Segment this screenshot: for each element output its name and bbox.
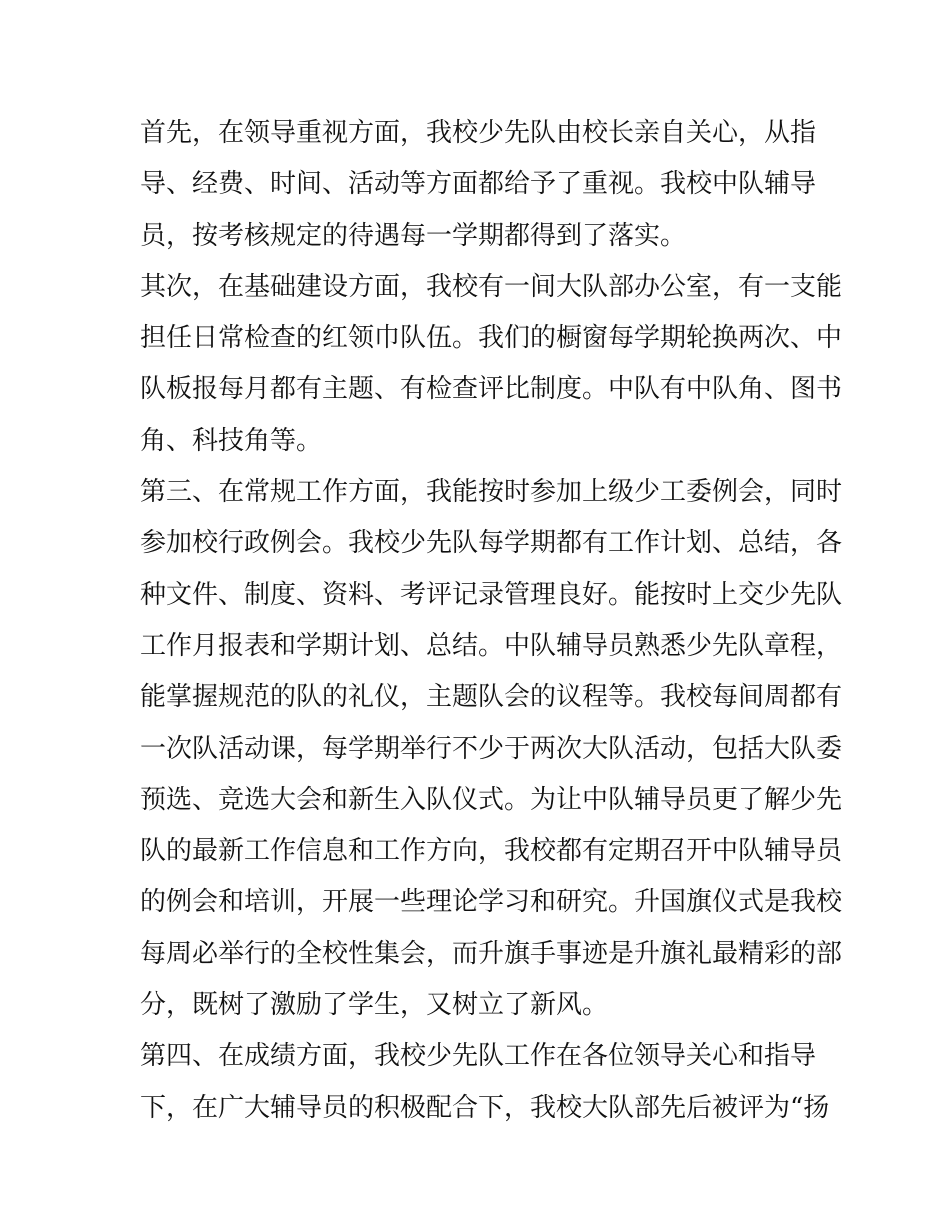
text-line: 队的最新工作信息和工作方向，我校都有定期召开中队辅导员	[140, 836, 843, 867]
text-line: 角、科技角等。	[140, 425, 323, 456]
text-line: 第四、在成绩方面，我校少先队工作在各位领导关心和指导	[140, 1041, 817, 1072]
text-line: 预选、竞选大会和新生入队仪式。为让中队辅导员更了解少先	[140, 784, 843, 815]
text-line: 队板报每月都有主题、有检查评比制度。中队有中队角、图书	[140, 374, 843, 405]
text-line: 每周必举行的全校性集会，而升旗手事迹是升旗礼最精彩的部	[140, 938, 843, 969]
text-line: 其次，在基础建设方面，我校有一间大队部办公室，有一支能	[140, 271, 843, 302]
document-body	[140, 108, 843, 1134]
text-line: 下，在广大辅导员的积极配合下，我校大队部先后被评为“扬	[140, 1092, 830, 1123]
text-line: 首先，在领导重视方面，我校少先队由校长亲自关心，从指	[140, 118, 817, 148]
text-line: 分，既树了激励了学生，又树立了新风。	[140, 990, 609, 1021]
text-line: 种文件、制度、资料、考评记录管理良好。能按时上交少先队	[140, 579, 843, 610]
text-line: 参加校行政例会。我校少先队每学期都有工作计划、总结，各	[140, 528, 843, 559]
text-line: 担任日常检查的红领巾队伍。我们的橱窗每学期轮换两次、中	[140, 323, 843, 354]
text-line: 能掌握规范的队的礼仪，主题队会的议程等。我校每间周都有	[140, 682, 843, 713]
text-line: 导、经费、时间、活动等方面都给予了重视。我校中队辅导	[140, 169, 817, 200]
text-line: 一次队活动课，每学期举行不少于两次大队活动，包括大队委	[140, 733, 843, 764]
text-line: 的例会和培训，开展一些理论学习和研究。升国旗仪式是我校	[140, 887, 843, 918]
text-line: 第三、在常规工作方面，我能按时参加上级少工委例会，同时	[140, 477, 843, 508]
text-line: 员，按考核规定的待遇每一学期都得到了落实。	[140, 220, 687, 251]
text-line: 工作月报表和学期计划、总结。中队辅导员熟悉少先队章程，	[140, 630, 843, 661]
